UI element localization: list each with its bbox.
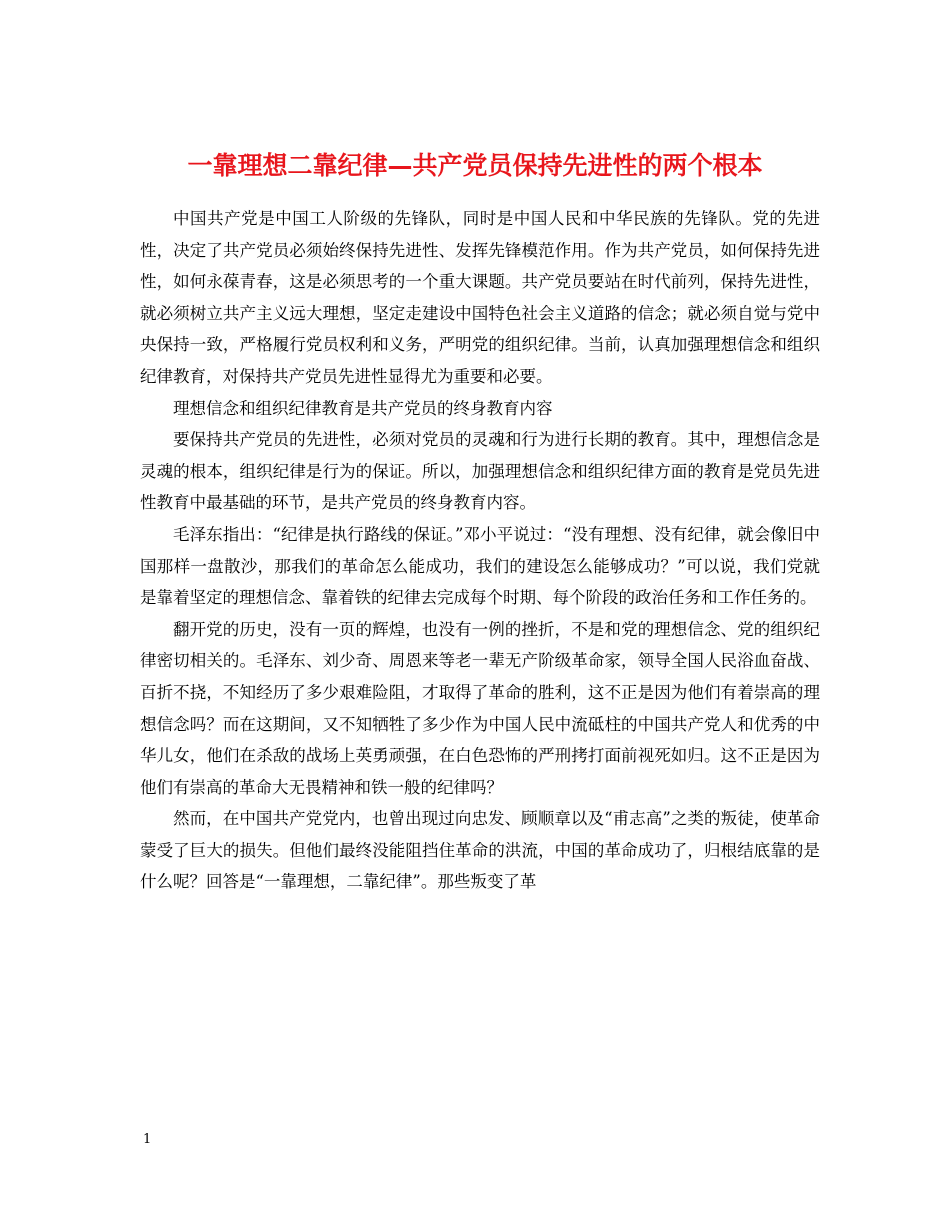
paragraph-subheading: 理想信念和组织纪律教育是共产党员的终身教育内容 [173,398,553,418]
paragraph-quotes: 毛泽东指出：“纪律是执行路线的保证。”邓小平说过：“没有理想、没有纪律，就会像旧中国那样一盘散沙，那我们的革命怎么能成功，我们的建设怎么能够成功？”可以说，我们党就是靠着坚定的理想信念、靠着铁的纪律去完成每个时期、每个阶段的政治任务和工作任务的。 [140,524,820,608]
paragraph-traitors: 然而，在中国共产党党内，也曾出现过向忠发、顾顺章以及“甫志高”之类的叛徒，使革命蒙受了巨大的损失。但他们最终没能阻挡住革命的洪流，中国的革命成功了，归根结底靠的是什么呢？回答是“一靠理想，二靠纪律”。那些叛变了革 [140,809,820,892]
paragraph-intro: 中国共产党是中国工人阶级的先锋队，同时是中国人民和中华民族的先锋队。党的先进性，决定了共产党员必须始终保持先进性、发挥先锋模范作用。作为共产党员，如何保持先进性，如何永葆青春，这是必须思考的一个重大课题。共产党员要站在时代前列，保持先进性，就必须树立共产主义远大理想，坚定走建设中国特色社会主义道路的信念；就必须自觉与党中央保持一致，严格履行党员权利和义务，严明党的组织纪律。当前，认真加强理想信念和组织纪律教育，对保持共产党员先进性显得尤为重要和必要。 [140,209,820,386]
document-title: 一靠理想二靠纪律—共产党员保持先进性的两个根本 [187,150,763,180]
page-number: 1 [143,1132,152,1147]
paragraph-history: 翻开党的历史，没有一页的辉煌，也没有一例的挫折，不是和党的理想信念、党的组织纪律密切相关的。毛泽东、刘少奇、周恩来等老一辈无产阶级革命家，领导全国人民浴血奋战、百折不挠，不知经历了多少艰难险阻，才取得了革命的胜利，这不正是因为他们有着崇高的理想信念吗？而在这期间，又不知牺牲了多少作为中国人民中流砥柱的中国共产党人和优秀的中华儿女，他们在杀敌的战场上英勇顽强，在白色恐怖的严刑拷打面前视死如归。这不正是因为他们有崇高的革命大无畏精神和铁一般的纪律吗？ [140,619,820,797]
paragraph-education: 要保持共产党员的先进性，必须对党员的灵魂和行为进行长期的教育。其中，理想信念是灵魂的根本，组织纪律是行为的保证。所以，加强理想信念和组织纪律方面的教育是党员先进性教育中最基础的环节，是共产党员的终身教育内容。 [140,430,820,513]
document-body [140,203,820,898]
